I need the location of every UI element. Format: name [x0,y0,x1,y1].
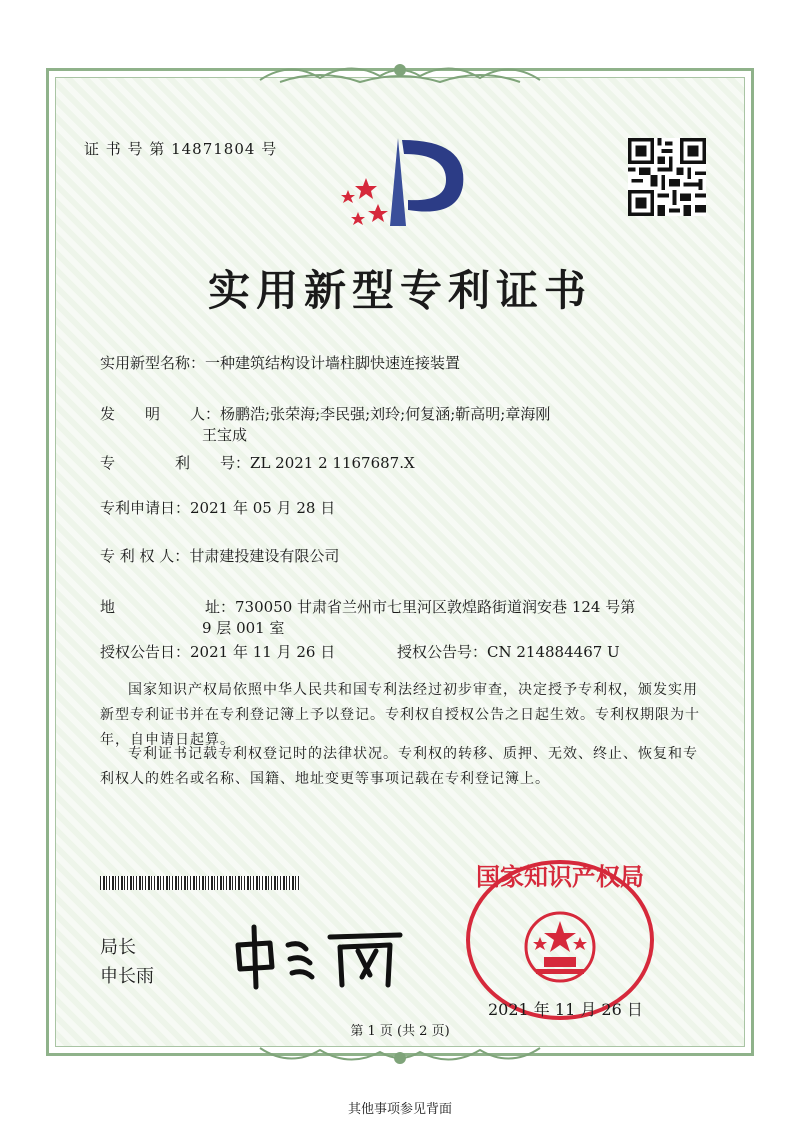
inventor-value: 杨鹏浩;张荣海;李民强;刘玲;何复涵;靳高明;章海刚 [220,405,551,423]
director-name: 申长雨 [100,966,154,987]
utility-model-name-row [100,352,460,374]
grant-number-value: CN 214884467 U [487,643,620,661]
signoff-date: 2021 年 11 月 26 日 [488,1000,643,1019]
footer-note: 其他事项参见背面 [347,1102,452,1117]
grant-date-row [100,641,335,663]
barcode [100,876,300,890]
utility-model-name-label: 实用新型名称： [100,354,206,372]
grant-number-row [397,641,620,663]
address-label: 地 址： [100,598,236,616]
grant-date-label: 授权公告日： [100,643,191,661]
grant-statement-paragraph: 国家知识产权局依照中华人民共和国专利法经过初步审查，决定授予专利权，颁发实用新型专利证书并在专利登记簿上予以登记。专利权自授权公告之日起生效。专利权期限为十年，自申请日起算。 [100,682,700,748]
inventor-row [100,403,550,425]
inventor-label: 发 明 人： [100,405,221,423]
bottom-ornament [250,1040,550,1070]
address-value: 730050 甘肃省兰州市七里河区敦煌路街道润安巷 124 号第 [235,598,636,616]
seal-text: 国家知识产权局 [476,862,644,891]
patentee-label: 专 利 权 人： [100,547,190,565]
cnipa-logo [328,130,478,230]
application-date-row [100,497,335,519]
grant-number-label: 授权公告号： [397,643,488,661]
handwritten-signature [230,915,410,995]
grant-date-value: 2021 年 11 月 26 日 [190,643,336,661]
top-ornament [250,58,550,88]
application-date-label: 专利申请日： [100,499,191,517]
patentee-row [100,545,339,567]
utility-model-name-value: 一种建筑结构设计墙柱脚快速连接装置 [205,354,461,372]
patent-number-value: ZL 2021 2 1167687.X [250,454,415,472]
address-row [100,596,635,618]
address-value-line-2: 9 层 001 室 [202,619,285,637]
patent-number-label: 专 利 号： [100,454,251,472]
patent-number-row [100,452,415,474]
director-title: 局长 [100,937,136,958]
certificate-title: 实用新型专利证书 [207,266,592,315]
qr-code [628,138,706,216]
patentee-value: 甘肃建投建设有限公司 [189,547,340,565]
certificate-number: 证 书 号 第 14871804 号 [84,140,278,158]
page-number: 第 1 页 (共 2 页) [350,1024,450,1039]
application-date-value: 2021 年 05 月 28 日 [190,499,336,517]
legal-status-paragraph: 专利证书记载专利权登记时的法律状况。专利权的转移、质押、无效、终止、恢复和专利权人的姓名或名称、国籍、地址变更等事项记载在专利登记簿上。 [100,746,698,787]
inventor-value-line-2: 王宝成 [202,426,248,444]
